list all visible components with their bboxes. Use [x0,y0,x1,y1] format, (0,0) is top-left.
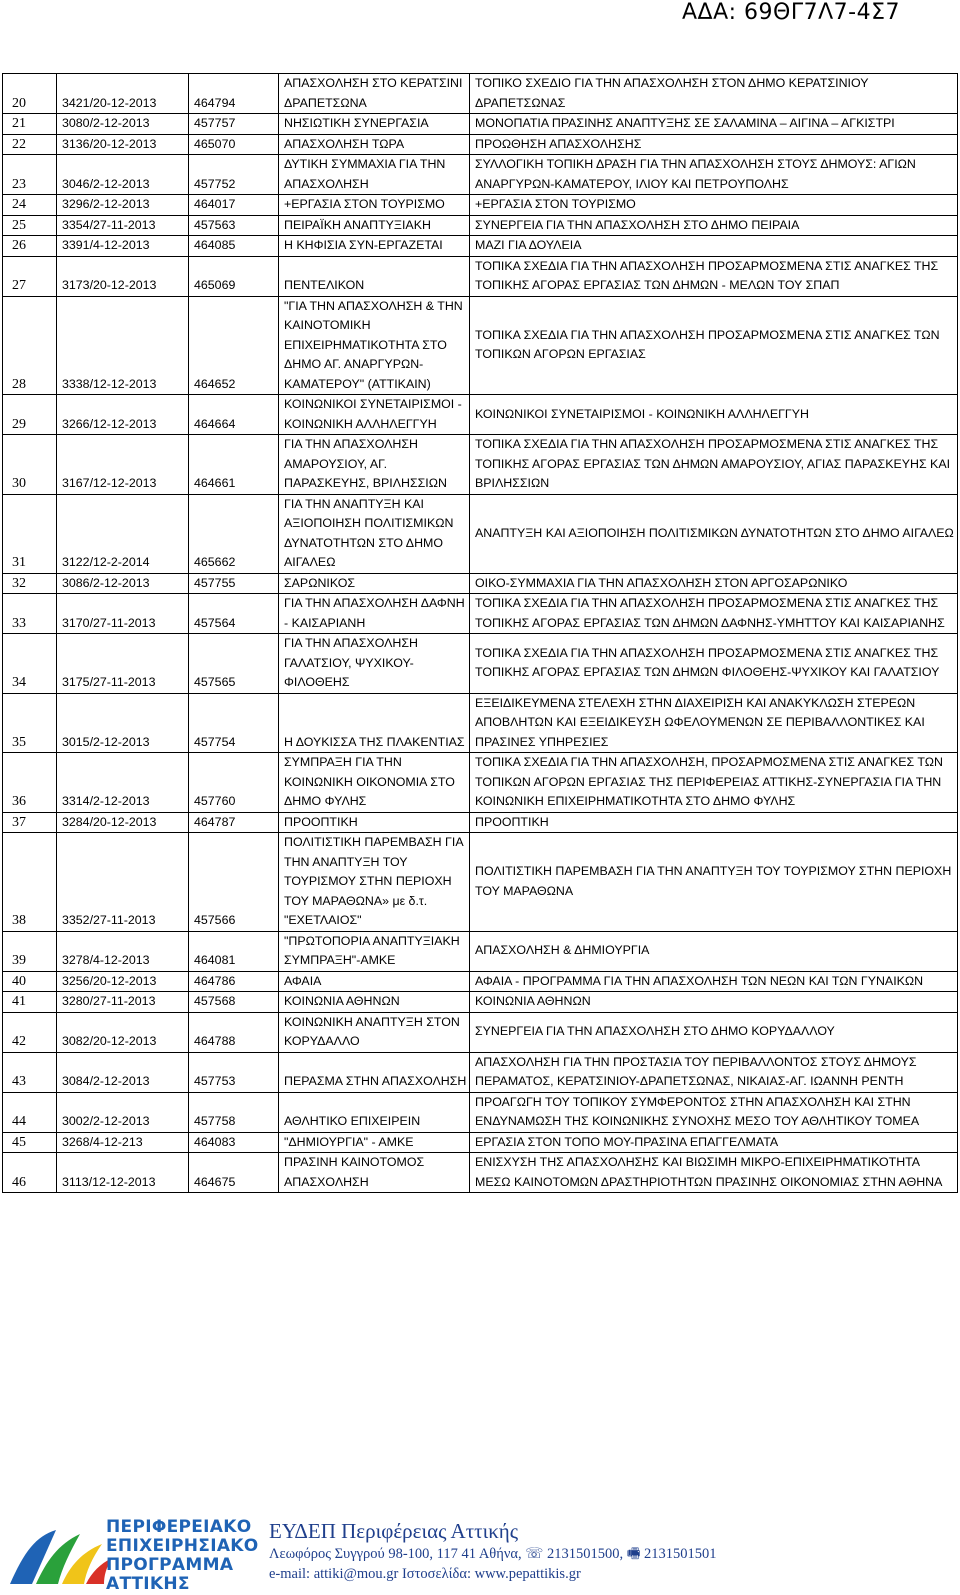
project-title-cell: ΤΟΠΙΚΑ ΣΧΕΔΙΑ ΓΙΑ ΤΗΝ ΑΠΑΣΧΟΛΗΣΗ ΠΡΟΣΑΡΜΟΣΜΕΝΑ ΣΤΙΣ ΑΝΑΓΚΕΣ ΤΗΣ ΤΟΠΙΚΗΣ ΑΓΟΡΑΣ ΕΡΓΑΣΙΑΣ ΤΩΝ ΔΗΜΩΝ - ΜΕΛΩΝ ΤΟΥ ΣΠΑΠ [470,256,958,296]
code-cell: 457757 [189,114,279,135]
partnership-name-cell: ΣΥΜΠΡΑΞΗ ΓΙΑ ΤΗΝ ΚΟΙΝΩΝΙΚΗ ΟΙΚΟΝΟΜΙΑ ΣΤΟ ΔΗΜΟ ΦΥΛΗΣ [279,753,470,813]
project-title-cell: ΤΟΠΙΚΑ ΣΧΕΔΙΑ ΓΙΑ ΤΗΝ ΑΠΑΣΧΟΛΗΣΗ ΠΡΟΣΑΡΜΟΣΜΕΝΑ ΣΤΙΣ ΑΝΑΓΚΕΣ ΤΗΣ ΤΟΠΙΚΗΣ ΑΓΟΡΑΣ ΕΡΓΑΣΙΑΣ ΤΩΝ ΔΗΜΩΝ ΦΙΛΟΘΕΗΣ-ΨΥΧΙΚΟΥ ΚΑΙ ΓΑΛΑΤΣΙΟΥ [470,634,958,694]
partnership-name-cell: ΝΗΣΙΩΤΙΚΗ ΣΥΝΕΡΓΑΣΙΑ [279,114,470,135]
table-row [3,693,958,753]
partnership-name-cell: ΑΘΛΗΤΙΚΟ ΕΠΙΧΕΙΡΕΙΝ [279,1092,470,1132]
partnership-name-cell: ΑΦΑΙΑ [279,971,470,992]
program-name-line: ΕΠΙΧΕΙΡΗΣΙΑΚΟ [106,1536,259,1556]
table-row [3,1052,958,1092]
table-row [3,494,958,573]
protocol-cell: 3046/2-12-2013 [57,155,189,195]
ada-code: ΑΔΑ: 69ΘΓ7Λ7-4Σ7 [682,0,900,25]
protocol-cell: 3086/2-12-2013 [57,573,189,594]
protocol-cell: 3002/2-12-2013 [57,1092,189,1132]
protocol-cell: 3015/2-12-2013 [57,693,189,753]
project-title-cell: +ΕΡΓΑΣΙΑ ΣΤΟΝ ΤΟΥΡΙΣΜΟ [470,195,958,216]
protocol-cell: 3391/4-12-2013 [57,236,189,257]
row-number: 22 [3,134,57,155]
table-row [3,236,958,257]
project-title-cell: ΜΟΝΟΠΑΤΙΑ ΠΡΑΣΙΝΗΣ ΑΝΑΠΤΥΞΗΣ ΣΕ ΣΑΛΑΜΙΝΑ – ΑΙΓΙΝΑ – ΑΓΚΙΣΤΡΙ [470,114,958,135]
org-web: e-mail: attiki@mou.gr Ιστοσελίδα: www.pepattikis.gr [269,1566,581,1582]
table-row [3,134,958,155]
table-row [3,256,958,296]
row-number: 32 [3,573,57,594]
protocol-cell: 3113/12-12-2013 [57,1153,189,1193]
project-title-cell: ΤΟΠΙΚΑ ΣΧΕΔΙΑ ΓΙΑ ΤΗΝ ΑΠΑΣΧΟΛΗΣΗ ΠΡΟΣΑΡΜΟΣΜΕΝΑ ΣΤΙΣ ΑΝΑΓΚΕΣ ΤΗΣ ΤΟΠΙΚΗΣ ΑΓΟΡΑΣ ΕΡΓΑΣΙΑΣ ΤΩΝ ΔΗΜΩΝ ΑΜΑΡΟΥΣΙΟΥ, ΑΓΙΑΣ ΠΑΡΑΣΚΕΥΗΣ ΚΑΙ ΒΡΙΛΗΣΣΙΩΝ [470,435,958,495]
footer [0,1518,960,1595]
code-cell: 457564 [189,594,279,634]
row-number: 30 [3,435,57,495]
code-cell: 464017 [189,195,279,216]
region-flag-icon [6,1522,116,1592]
protocol-cell: 3352/27-11-2013 [57,833,189,932]
code-cell: 465070 [189,134,279,155]
row-number: 39 [3,931,57,971]
row-number: 40 [3,971,57,992]
partnership-name-cell: ΔΥΤΙΚΗ ΣΥΜΜΑΧΙΑ ΓΙΑ ΤΗΝ ΑΠΑΣΧΟΛΗΣΗ [279,155,470,195]
code-cell: 464787 [189,812,279,833]
code-cell: 464652 [189,296,279,395]
partnership-name-cell: "ΔΗΜΙΟΥΡΓΙΑ" - ΑΜΚΕ [279,1132,470,1153]
partnership-name-cell: ΠΕΝΤΕΛΙΚΟΝ [279,256,470,296]
protocol-cell: 3136/20-12-2013 [57,134,189,155]
row-number: 25 [3,215,57,236]
protocol-cell: 3084/2-12-2013 [57,1052,189,1092]
partnership-name-cell: ΚΟΙΝΩΝΙΑ ΑΘΗΝΩΝ [279,992,470,1013]
code-cell: 457563 [189,215,279,236]
project-title-cell: ΚΟΙΝΩΝΙΚΟΙ ΣΥΝΕΤΑΙΡΙΣΜΟΙ - ΚΟΙΝΩΝΙΚΗ ΑΛΛΗΛΕΓΓΥΗ [470,395,958,435]
protocol-cell: 3122/12-2-2014 [57,494,189,573]
protocol-cell: 3338/12-12-2013 [57,296,189,395]
table-row [3,812,958,833]
program-name-line: ΑΤΤΙΚΗΣ [106,1574,190,1594]
partnership-name-cell: ΑΠΑΣΧΟΛΗΣΗ ΣΤΟ ΚΕΡΑΤΣΙΝΙ ΔΡΑΠΕΤΣΩΝΑ [279,74,470,114]
partnership-name-cell: +ΕΡΓΑΣΙΑ ΣΤΟΝ ΤΟΥΡΙΣΜΟ [279,195,470,216]
contact-block [269,1518,717,1584]
partnership-name-cell: ΠΕΡΑΣΜΑ ΣΤΗΝ ΑΠΑΣΧΟΛΗΣΗ [279,1052,470,1092]
program-logo [6,1517,259,1594]
partnership-name-cell: Η ΔΟΥΚΙΣΣΑ ΤΗΣ ΠΛΑΚΕΝΤΙΑΣ [279,693,470,753]
row-number: 31 [3,494,57,573]
protocol-cell: 3268/4-12-213 [57,1132,189,1153]
project-title-cell: ΠΡΟΩΘΗΣΗ ΑΠΑΣΧΟΛΗΣΗΣ [470,134,958,155]
row-number: 27 [3,256,57,296]
partnership-name-cell: ΠΡΟΟΠΤΙΚΗ [279,812,470,833]
row-number: 43 [3,1052,57,1092]
code-cell: 464786 [189,971,279,992]
table-row [3,1012,958,1052]
code-cell: 464675 [189,1153,279,1193]
table-row [3,215,958,236]
protocol-cell: 3284/20-12-2013 [57,812,189,833]
table-row [3,296,958,395]
code-cell: 457753 [189,1052,279,1092]
table-row [3,74,958,114]
project-title-cell: ΤΟΠΙΚΟ ΣΧΕΔΙΟ ΓΙΑ ΤΗΝ ΑΠΑΣΧΟΛΗΣΗ ΣΤΟΝ ΔΗΜΟ ΚΕΡΑΤΣΙΝΙΟΥ ΔΡΑΠΕΤΣΩΝΑΣ [470,74,958,114]
table-row [3,992,958,1013]
code-cell: 457566 [189,833,279,932]
table-row [3,594,958,634]
table-row [3,155,958,195]
row-number: 23 [3,155,57,195]
partnership-name-cell: ΓΙΑ ΤΗΝ ΑΠΑΣΧΟΛΗΣΗ ΑΜΑΡΟΥΣΙΟΥ, ΑΓ. ΠΑΡΑΣΚΕΥΗΣ, ΒΡΙΛΗΣΣΙΩΝ [279,435,470,495]
project-title-cell: ΕΡΓΑΣΙΑ ΣΤΟΝ ΤΟΠΟ ΜΟΥ-ΠΡΑΣΙΝΑ ΕΠΑΓΓΕΛΜΑΤΑ [470,1132,958,1153]
project-title-cell: ΑΝΑΠΤΥΞΗ ΚΑΙ ΑΞΙΟΠΟΙΗΣΗ ΠΟΛΙΤΙΣΜΙΚΩΝ ΔΥΝΑΤΟΤΗΤΩΝ ΣΤΟ ΔΗΜΟ ΑΙΓΑΛΕΩ [470,494,958,573]
code-cell: 457754 [189,693,279,753]
project-title-cell: ΤΟΠΙΚΑ ΣΧΕΔΙΑ ΓΙΑ ΤΗΝ ΑΠΑΣΧΟΛΗΣΗ ΠΡΟΣΑΡΜΟΣΜΕΝΑ ΣΤΙΣ ΑΝΑΓΚΕΣ ΤΗΣ ΤΟΠΙΚΗΣ ΑΓΟΡΑΣ ΕΡΓΑΣΙΑΣ ΤΩΝ ΔΗΜΩΝ ΔΑΦΝΗΣ-ΥΜΗΤΤΟΥ ΚΑΙ ΚΑΙΣΑΡΙΑΝΗΣ [470,594,958,634]
code-cell: 457755 [189,573,279,594]
org-address: Λεωφόρος Συγγρού 98-100, 117 41 Αθήνα, ☏ 2131501500, 🖷 2131501501 [269,1546,717,1562]
projects-table-body [3,74,958,1193]
code-cell: 464664 [189,395,279,435]
partnership-name-cell: "ΠΡΩΤΟΠΟΡΙΑ ΑΝΑΠΤΥΞΙΑΚΗ ΣΥΜΠΡΑΞΗ"-ΑΜΚΕ [279,931,470,971]
project-title-cell: ΜΑΖΙ ΓΙΑ ΔΟΥΛΕΙΑ [470,236,958,257]
partnership-name-cell: ΚΟΙΝΩΝΙΚΟΙ ΣΥΝΕΤΑΙΡΙΣΜΟΙ - ΚΟΙΝΩΝΙΚΗ ΑΛΛΗΛΕΓΓΥΗ [279,395,470,435]
project-title-cell: ΣΥΛΛΟΓΙΚΗ ΤΟΠΙΚΗ ΔΡΑΣΗ ΓΙΑ ΤΗΝ ΑΠΑΣΧΟΛΗΣΗ ΣΤΟΥΣ ΔΗΜΟΥΣ: ΑΓΙΩΝ ΑΝΑΡΓΥΡΩΝ-ΚΑΜΑΤΕΡΟΥ, ΙΛΙΟΥ ΚΑΙ ΠΕΤΡΟΥΠΟΛΗΣ [470,155,958,195]
partnership-name-cell: ΠΕΙΡΑΪΚΗ ΑΝΑΠΤΥΞΙΑΚΗ [279,215,470,236]
project-title-cell: ΑΠΑΣΧΟΛΗΣΗ & ΔΗΜΙΟΥΡΓΙΑ [470,931,958,971]
partnership-name-cell: ΑΠΑΣΧΟΛΗΣΗ ΤΩΡΑ [279,134,470,155]
protocol-cell: 3170/27-11-2013 [57,594,189,634]
protocol-cell: 3082/20-12-2013 [57,1012,189,1052]
row-number: 29 [3,395,57,435]
project-title-cell: ΠΡΟΟΠΤΙΚΗ [470,812,958,833]
row-number: 42 [3,1012,57,1052]
code-cell: 464794 [189,74,279,114]
protocol-cell: 3314/2-12-2013 [57,753,189,813]
table-row [3,971,958,992]
protocol-cell: 3175/27-11-2013 [57,634,189,694]
row-number: 20 [3,74,57,114]
project-title-cell: ΑΠΑΣΧΟΛΗΣΗ ΓΙΑ ΤΗΝ ΠΡΟΣΤΑΣΙΑ ΤΟΥ ΠΕΡΙΒΑΛΛΟΝΤΟΣ ΣΤΟΥΣ ΔΗΜΟΥΣ ΠΕΡΑΜΑΤΟΣ, ΚΕΡΑΤΣΙΝΙΟΥ-ΔΡΑΠΕΤΣΩΝΑΣ, ΝΙΚΑΙΑΣ-ΑΓ. ΙΩΑΝΝΗ ΡΕΝΤΗ [470,1052,958,1092]
partnership-name-cell: ΠΟΛΙΤΙΣΤΙΚΗ ΠΑΡΕΜΒΑΣΗ ΓΙΑ ΤΗΝ ΑΝΑΠΤΥΞΗ ΤΟΥ ΤΟΥΡΙΣΜΟΥ ΣΤΗΝ ΠΕΡΙΟΧΗ ΤΟΥ ΜΑΡΑΘΩΝΑ» με δ.τ. "ΕΧΕΤΛΑΙΟΣ" [279,833,470,932]
protocol-cell: 3167/12-12-2013 [57,435,189,495]
table-row [3,395,958,435]
row-number: 46 [3,1153,57,1193]
partnership-name-cell: ΓΙΑ ΤΗΝ ΑΠΑΣΧΟΛΗΣΗ ΔΑΦΝΗ - ΚΑΙΣΑΡΙΑΝΗ [279,594,470,634]
protocol-cell: 3256/20-12-2013 [57,971,189,992]
code-cell: 457568 [189,992,279,1013]
partnership-name-cell: "ΓΙΑ ΤΗΝ ΑΠΑΣΧΟΛΗΣΗ & ΤΗΝ ΚΑΙΝΟΤΟΜΙΚΗ ΕΠΙΧΕΙΡΗΜΑΤΙΚΟΤΗΤΑ ΣΤΟ ΔΗΜΟ ΑΓ. ΑΝΑΡΓΥΡΩΝ-ΚΑΜΑΤΕΡΟΥ" (ΑΤΤΙΚΑΙΝ) [279,296,470,395]
row-number: 37 [3,812,57,833]
protocol-cell: 3266/12-12-2013 [57,395,189,435]
code-cell: 464661 [189,435,279,495]
protocol-cell: 3354/27-11-2013 [57,215,189,236]
row-number: 35 [3,693,57,753]
code-cell: 465662 [189,494,279,573]
row-number: 44 [3,1092,57,1132]
table-row [3,435,958,495]
project-title-cell: ΤΟΠΙΚΑ ΣΧΕΔΙΑ ΓΙΑ ΤΗΝ ΑΠΑΣΧΟΛΗΣΗ, ΠΡΟΣΑΡΜΟΣΜΕΝΑ ΣΤΙΣ ΑΝΑΓΚΕΣ ΤΩΝ ΤΟΠΙΚΩΝ ΑΓΟΡΩΝ ΕΡΓΑΣΙΑΣ ΤΗΣ ΠΕΡΙΦΕΡΕΙΑΣ ΑΤΤΙΚΗΣ-ΣΥΝΕΡΓΑΣΙΑ ΓΙΑ ΤΗΝ ΚΟΙΝΩΝΙΚΗ ΕΠΙΧΕΙΡΗΜΑΤΙΚΟΤΗΤΑ ΣΤΟ ΔΗΜΟ ΦΥΛΗΣ [470,753,958,813]
table-row [3,634,958,694]
table-row [3,114,958,135]
code-cell: 457752 [189,155,279,195]
code-cell: 457565 [189,634,279,694]
table-row [3,833,958,932]
code-cell: 457760 [189,753,279,813]
project-title-cell: ΠΡΟΑΓΩΓΗ ΤΟΥ ΤΟΠΙΚΟΥ ΣΥΜΦΕΡΟΝΤΟΣ ΣΤΗΝ ΑΠΑΣΧΟΛΗΣΗ ΚΑΙ ΣΤΗΝ ΕΝΔΥΝΑΜΩΣΗ ΤΗΣ ΚΟΙΝΩΝΙΚΗΣ ΣΥΝΟΧΗΣ ΜΕΣΟ ΤΟΥ ΑΘΛΗΤΙΚΟΥ ΤΟΜΕΑ [470,1092,958,1132]
project-title-cell: ΟΙΚΟ-ΣΥΜΜΑΧΙΑ ΓΙΑ ΤΗΝ ΑΠΑΣΧΟΛΗΣΗ ΣΤΟΝ ΑΡΓΟΣΑΡΩΝΙΚΟ [470,573,958,594]
protocol-cell: 3421/20-12-2013 [57,74,189,114]
project-title-cell: ΣΥΝΕΡΓΕΙΑ ΓΙΑ ΤΗΝ ΑΠΑΣΧΟΛΗΣΗ ΣΤΟ ΔΗΜΟ ΠΕΙΡΑΙΑ [470,215,958,236]
row-number: 38 [3,833,57,932]
program-name-line: ΠΡΟΓΡΑΜΜΑ [106,1555,234,1575]
table-row [3,931,958,971]
table-row [3,195,958,216]
row-number: 34 [3,634,57,694]
projects-table [2,73,958,1193]
project-title-cell: ΕΝΙΣΧΥΣΗ ΤΗΣ ΑΠΑΣΧΟΛΗΣΗΣ ΚΑΙ ΒΙΩΣΙΜΗ ΜΙΚΡΟ-ΕΠΙΧΕΙΡΗΜΑΤΙΚΟΤΗΤΑ ΜΕΣΩ ΚΑΙΝΟΤΟΜΩΝ ΔΡΑΣΤΗΡΙΟΤΗΤΩΝ ΠΡΑΣΙΝΗΣ ΟΙΚΟΝΟΜΙΑΣ ΣΤΗΝ ΑΘΗΝΑ [470,1153,958,1193]
protocol-cell: 3278/4-12-2013 [57,931,189,971]
protocol-cell: 3080/2-12-2013 [57,114,189,135]
code-cell: 464788 [189,1012,279,1052]
project-title-cell: ΚΟΙΝΩΝΙΑ ΑΘΗΝΩΝ [470,992,958,1013]
protocol-cell: 3280/27-11-2013 [57,992,189,1013]
row-number: 36 [3,753,57,813]
row-number: 28 [3,296,57,395]
project-title-cell: ΑΦΑΙΑ - ΠΡΟΓΡΑΜΜΑ ΓΙΑ ΤΗΝ ΑΠΑΣΧΟΛΗΣΗ ΤΩΝ ΝΕΩΝ ΚΑΙ ΤΩΝ ΓΥΝΑΙΚΩΝ [470,971,958,992]
row-number: 26 [3,236,57,257]
project-title-cell: ΠΟΛΙΤΙΣΤΙΚΗ ΠΑΡΕΜΒΑΣΗ ΓΙΑ ΤΗΝ ΑΝΑΠΤΥΞΗ ΤΟΥ ΤΟΥΡΙΣΜΟΥ ΣΤΗΝ ΠΕΡΙΟΧΗ ΤΟΥ ΜΑΡΑΘΩΝΑ [470,833,958,932]
row-number: 41 [3,992,57,1013]
partnership-name-cell: ΠΡΑΣΙΝΗ ΚΑΙΝΟΤΟΜΟΣ ΑΠΑΣΧΟΛΗΣΗ [279,1153,470,1193]
project-title-cell: ΤΟΠΙΚΑ ΣΧΕΔΙΑ ΓΙΑ ΤΗΝ ΑΠΑΣΧΟΛΗΣΗ ΠΡΟΣΑΡΜΟΣΜΕΝΑ ΣΤΙΣ ΑΝΑΓΚΕΣ ΤΩΝ ΤΟΠΙΚΩΝ ΑΓΟΡΩΝ ΕΡΓΑΣΙΑΣ [470,296,958,395]
partnership-name-cell: Η ΚΗΦΙΣΙΑ ΣΥΝ-ΕΡΓΑΖΕΤΑΙ [279,236,470,257]
program-name-line: ΠΕΡΙΦΕΡΕΙΑΚΟ [106,1517,252,1537]
row-number: 24 [3,195,57,216]
row-number: 45 [3,1132,57,1153]
table-row [3,573,958,594]
code-cell: 465069 [189,256,279,296]
protocol-cell: 3296/2-12-2013 [57,195,189,216]
project-title-cell: ΕΞΕΙΔΙΚΕΥΜΕΝΑ ΣΤΕΛΕΧΗ ΣΤΗΝ ΔΙΑΧΕΙΡΙΣΗ ΚΑΙ ΑΝΑΚΥΚΛΩΣΗ ΣΤΕΡΕΩΝ ΑΠΟΒΛΗΤΩΝ ΚΑΙ ΕΞΕΙΔΙΚΕΥΣΗ ΩΦΕΛΟΥΜΕΝΩΝ ΣΕ ΠΕΡΙΒΑΛΛΟΝΤΙΚΕΣ ΚΑΙ ΠΡΑΣΙΝΕΣ ΥΠΗΡΕΣΙΕΣ [470,693,958,753]
table-row [3,1153,958,1193]
table-row [3,753,958,813]
project-title-cell: ΣΥΝΕΡΓΕΙΑ ΓΙΑ ΤΗΝ ΑΠΑΣΧΟΛΗΣΗ ΣΤΟ ΔΗΜΟ ΚΟΡΥΔΑΛΛΟΥ [470,1012,958,1052]
protocol-cell: 3173/20-12-2013 [57,256,189,296]
code-cell: 464083 [189,1132,279,1153]
program-name [106,1518,259,1594]
table-row [3,1092,958,1132]
code-cell: 457758 [189,1092,279,1132]
partnership-name-cell: ΚΟΙΝΩΝΙΚΗ ΑΝΑΠΤΥΞΗ ΣΤΟΝ ΚΟΡΥΔΑΛΛΟ [279,1012,470,1052]
row-number: 33 [3,594,57,634]
row-number: 21 [3,114,57,135]
partnership-name-cell: ΓΙΑ ΤΗΝ ΑΝΑΠΤΥΞΗ ΚΑΙ ΑΞΙΟΠΟΙΗΣΗ ΠΟΛΙΤΙΣΜΙΚΩΝ ΔΥΝΑΤΟΤΗΤΩΝ ΣΤΟ ΔΗΜΟ ΑΙΓΑΛΕΩ [279,494,470,573]
code-cell: 464085 [189,236,279,257]
org-name: ΕΥΔΕΠ Περιφέρειας Αττικής [269,1519,519,1543]
code-cell: 464081 [189,931,279,971]
table-row [3,1132,958,1153]
partnership-name-cell: ΣΑΡΩΝΙΚΟΣ [279,573,470,594]
partnership-name-cell: ΓΙΑ ΤΗΝ ΑΠΑΣΧΟΛΗΣΗ ΓΑΛΑΤΣΙΟΥ, ΨΥΧΙΚΟΥ-ΦΙΛΟΘΕΗΣ [279,634,470,694]
